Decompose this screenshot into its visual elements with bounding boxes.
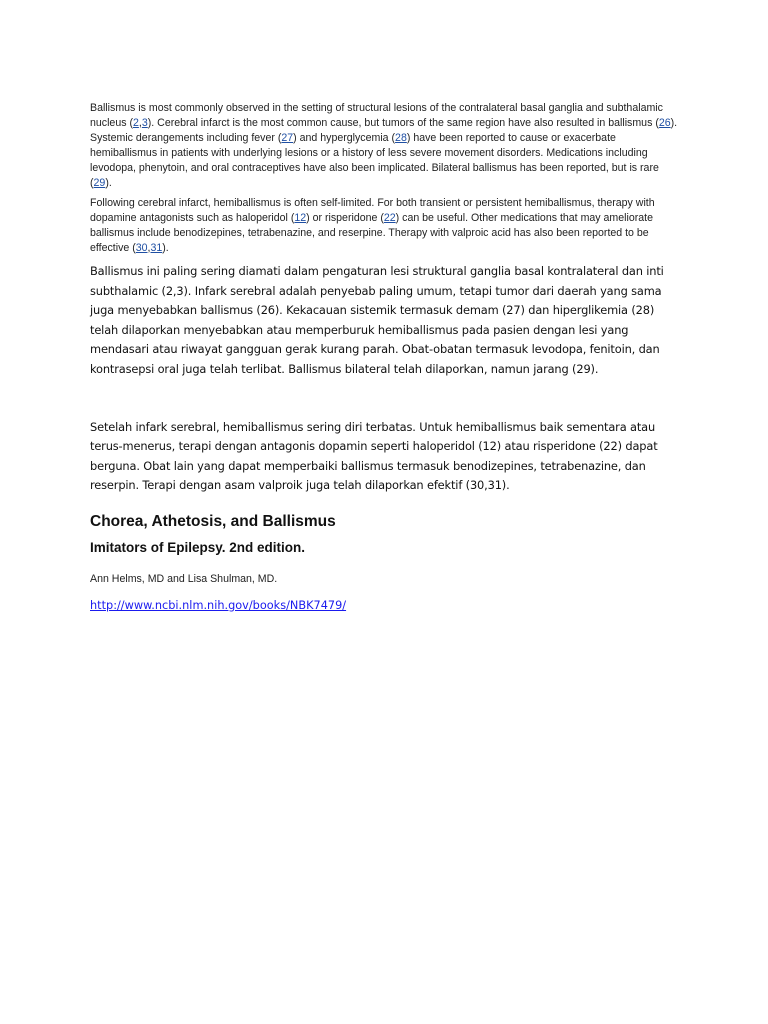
document-page — [90, 101, 682, 614]
text-segment: ). — [162, 242, 169, 254]
reference-link-2[interactable]: 2 — [133, 117, 139, 129]
text-segment: , — [138, 117, 142, 129]
reference-link-30[interactable]: 30 — [135, 242, 148, 254]
reference-link-26[interactable]: 26 — [658, 117, 671, 129]
text-segment: ) and hyperglycemia ( — [293, 132, 396, 144]
text-segment: , — [147, 242, 151, 254]
source-heading: Chorea, Athetosis, and Ballismus — [90, 512, 336, 530]
reference-link-29[interactable]: 29 — [93, 177, 106, 189]
reference-link-28[interactable]: 28 — [395, 132, 407, 144]
english-paragraph-2 — [90, 196, 682, 256]
indonesian-paragraph-2: Setelah infark serebral, hemiballismus sering diri terbatas. Untuk hemiballismus baik sementara atau terus-menerus, terapi dengan antagonis dopamin seperti haloperidol (12) atau risperidone (22) dapat berguna. Obat lain yang dapat memperbaiki ballismus termasuk benodizepines, tetrabenazine, dan reserpin. Terapi dengan asam valproik juga telah dilaporkan efektif (30,31). — [90, 419, 658, 493]
text-segment: ). Cerebral infarct is the most common cause, but tumors of the same region have also resulted in ballismus ( — [147, 117, 659, 129]
reference-link-3[interactable]: 3 — [141, 117, 148, 129]
text-segment: ) can be useful. Other medications that may ameliorate ballismus include benodizepines, tetrabenazine, and reserpine. Therapy with valproic acid has also been reported to be effective ( — [90, 212, 653, 254]
text-segment: Following cerebral infarct, hemiballismus is often self-limited. For both transient or persistent hemiballismus, therapy with dopamine antagonists such as haloperidol ( — [90, 197, 655, 224]
reference-link-27[interactable]: 27 — [281, 132, 294, 144]
text-segment: ) or risperidone ( — [306, 212, 384, 224]
reference-link-22[interactable]: 22 — [383, 212, 396, 224]
reference-link-12[interactable]: 12 — [294, 212, 307, 224]
text-segment: ). Systemic derangements including fever ( — [90, 117, 678, 144]
source-authors: Ann Helms, MD and Lisa Shulman, MD. — [90, 572, 278, 585]
indonesian-paragraph-1: Ballismus ini paling sering diamati dalam pengaturan lesi struktural ganglia basal kontralateral dan inti subthalamic (2,3). Infark serebral adalah penyebab paling umum, tetapi tumor dari daerah yang sama juga menyebabkan ballismus (26). Kekacauan sistemik termasuk demam (27) dan hiperglikemia (28) telah dilaporkan menyebabkan atau memperburuk hemiballismus pada pasien dengan lesi yang mendasari atau riwayat gangguan gerak kurang parah. Obat-obatan termasuk levodopa, fenitoin, dan kontrasepsi oral juga telah terlibat. Ballismus bilateral telah dilaporkan, namun jarang (29). — [90, 264, 664, 376]
source-url-link[interactable]: http://www.ncbi.nlm.nih.gov/books/NBK7479/ — [90, 598, 347, 612]
source-subheading: Imitators of Epilepsy. 2nd edition. — [90, 539, 306, 555]
reference-link-31[interactable]: 31 — [150, 242, 163, 254]
text-segment: Ballismus is most commonly observed in the setting of structural lesions of the contralateral basal ganglia and subthalamic nucleus ( — [90, 102, 663, 129]
text-segment: ) have been reported to cause or exacerbate hemiballismus in patients with underlying lesions or a history of less severe movement disorders. Medications including levodopa, phenytoin, and oral contraceptives have also been implicated. Bilateral ballismus has been reported, but is rare ( — [90, 132, 659, 189]
english-paragraph-1 — [90, 101, 682, 191]
text-segment: ). — [105, 177, 112, 189]
